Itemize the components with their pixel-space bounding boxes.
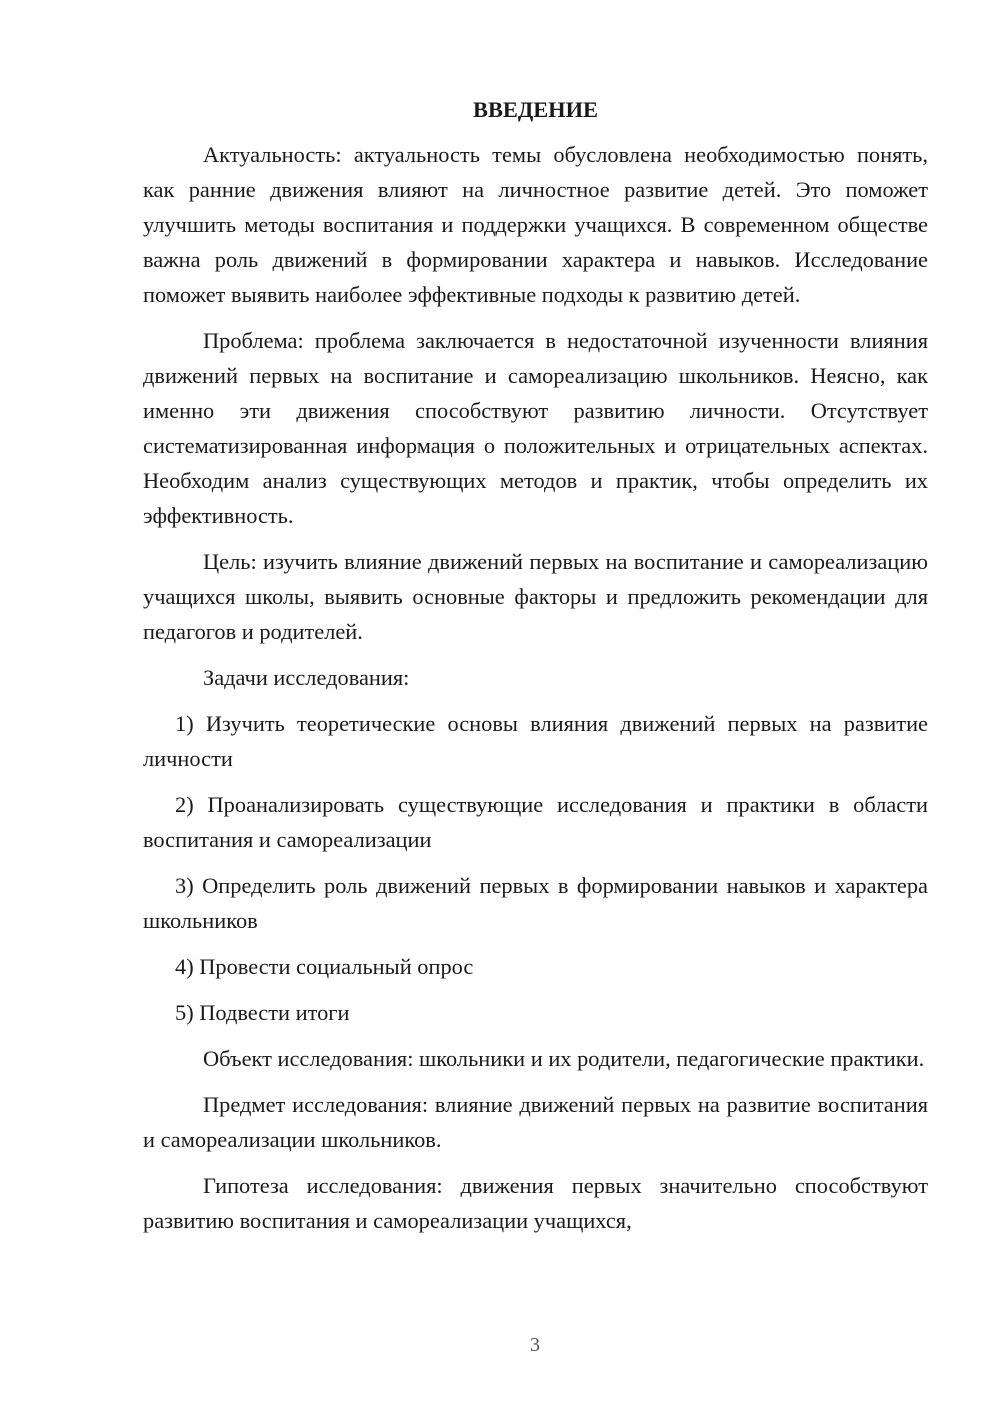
relevance-paragraph: Актуальность: актуальность темы обусловлена необходимостью понять, как ранние движения влияют на личностное развитие детей. Это поможет улучшить методы воспитания и поддержки учащихся. В современном обществе важна роль движений в формировании характера и навыков. Исследование поможет выявить наиболее эффективные подходы к развитию детей. [143,142,928,307]
object-paragraph: Объект исследования: школьники и их родители, педагогические практики. [203,1046,925,1071]
task-item-2: 2) Проанализировать существующие исследования и практики в области воспитания и самореализации [143,792,928,852]
problem-paragraph: Проблема: проблема заключается в недостаточной изученности влияния движений первых на воспитание и самореализацию школьников. Неясно, как именно эти движения способствуют развитию личности. Отсутствует систематизированная информация о положительных и отрицательных аспектах. Необходим анализ существующих методов и практик, чтобы определить их эффективность. [143,328,928,528]
task-item-3: 3) Определить роль движений первых в формировании навыков и характера школьников [143,873,928,933]
goal-paragraph: Цель: изучить влияние движений первых на воспитание и самореализацию учащихся школы, выявить основные факторы и предложить рекомендации для педагогов и родителей. [143,549,928,644]
task-item-5: 5) Подвести итоги [175,1000,350,1025]
hypothesis-paragraph: Гипотеза исследования: движения первых значительно способствуют развитию воспитания и самореализации учащихся, [143,1173,928,1233]
task-item-4: 4) Провести социальный опрос [175,954,474,979]
document-body [143,92,928,1249]
subject-paragraph: Предмет исследования: влияние движений первых на развитие воспитания и самореализации школьников. [143,1092,928,1152]
section-title: ВВЕДЕНИЕ [473,97,598,122]
tasks-heading: Задачи исследования: [203,665,410,690]
task-item-1: 1) Изучить теоретические основы влияния движений первых на развитие личности [143,711,928,771]
page-number: 3 [530,1334,540,1356]
